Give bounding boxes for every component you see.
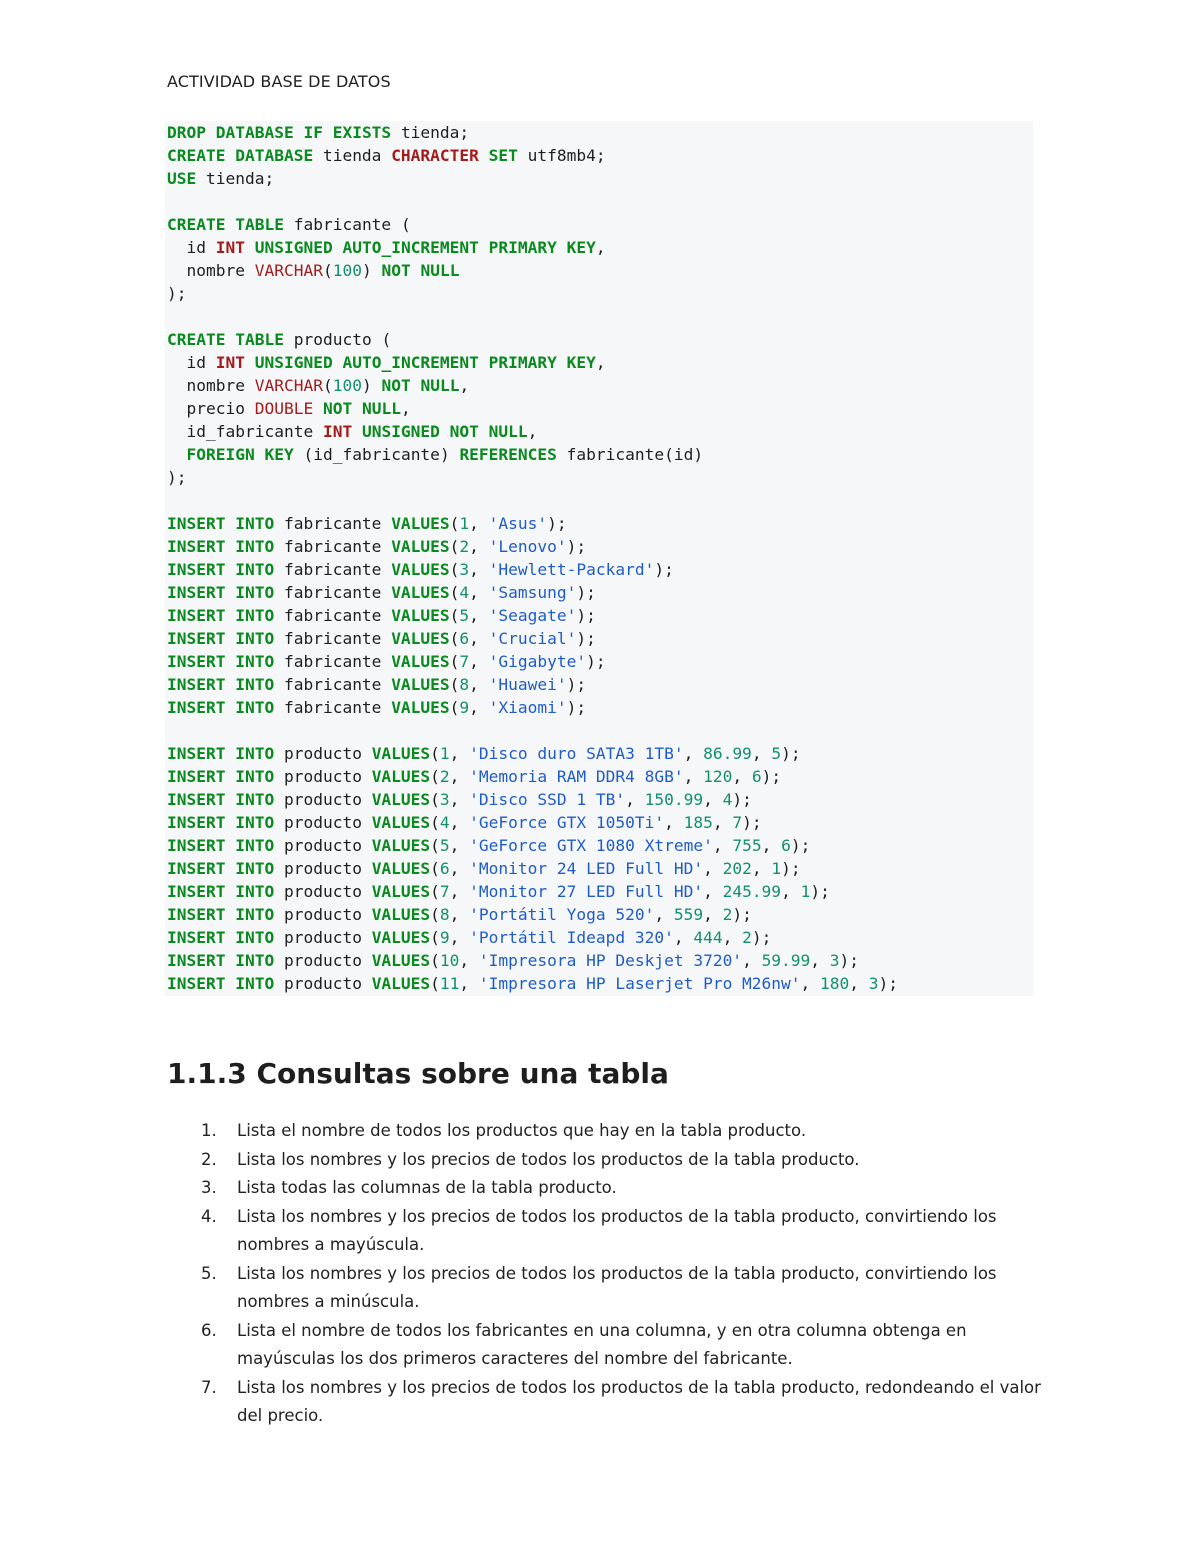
code-line: nombre VARCHAR(100) NOT NULL, — [186, 376, 470, 395]
code-line: INSERT INTO producto VALUES(10, 'Impresora HP Deskjet 3720', 59.99, 3); — [167, 951, 860, 970]
list-item — [167, 1174, 1047, 1203]
code-line: INSERT INTO producto VALUES(8, 'Portátil Yoga 520', 559, 2); — [167, 905, 752, 924]
list-item-number: 5. — [201, 1263, 217, 1283]
list-item-text: Lista todas las columnas de la tabla producto. — [237, 1178, 617, 1197]
code-line: ); — [167, 284, 187, 303]
list-item-number: 7. — [201, 1377, 217, 1397]
code-line: CREATE TABLE fabricante ( — [167, 215, 411, 234]
code-line: INSERT INTO producto VALUES(6, 'Monitor 24 LED Full HD', 202, 1); — [167, 859, 801, 878]
list-item-text: Lista el nombre de todos los fabricantes en una columna, y en otra columna obtenga en mayúsculas los dos primeros caracteres del nombre del fabricante. — [237, 1320, 967, 1368]
code-line: INSERT INTO producto VALUES(3, 'Disco SSD 1 TB', 150.99, 4); — [167, 790, 752, 809]
sql-code-block — [165, 121, 1033, 996]
list-item — [167, 1317, 1047, 1374]
code-line: FOREIGN KEY (id_fabricante) REFERENCES fabricante(id) — [186, 445, 704, 464]
list-item-number: 1. — [201, 1121, 217, 1140]
list-item — [167, 1146, 1047, 1175]
code-line: INSERT INTO fabricante VALUES(2, 'Lenovo'); — [167, 537, 587, 556]
list-item — [167, 1260, 1047, 1317]
exercise-list — [167, 1117, 1047, 1431]
list-item-number: 4. — [201, 1206, 217, 1226]
list-item-number: 3. — [201, 1178, 217, 1197]
list-item-text: Lista el nombre de todos los productos que hay en la tabla producto. — [237, 1121, 807, 1140]
list-item-text: Lista los nombres y los precios de todos los productos de la tabla producto, convirtiendo los nombres a mayúscula. — [237, 1206, 997, 1254]
code-line: precio DOUBLE NOT NULL, — [186, 399, 411, 418]
code-line: CREATE TABLE producto ( — [167, 330, 392, 349]
list-item-number: 2. — [201, 1149, 217, 1169]
code-line: INSERT INTO fabricante VALUES(3, 'Hewlett-Packard'); — [167, 560, 674, 579]
list-item — [167, 1117, 1047, 1146]
section-title: 1.1.3 Consultas sobre una tabla — [167, 1057, 669, 1090]
code-line: id_fabricante INT UNSIGNED NOT NULL, — [186, 422, 538, 441]
code-line: USE tienda; — [167, 169, 275, 188]
code-line: INSERT INTO producto VALUES(9, 'Portátil Ideapd 320', 444, 2); — [167, 928, 772, 947]
page-header: ACTIVIDAD BASE DE DATOS — [167, 72, 391, 91]
list-item-text: Lista los nombres y los precios de todos los productos de la tabla producto, convirtiendo los nombres a minúscula. — [237, 1263, 997, 1311]
code-line: INSERT INTO producto VALUES(2, 'Memoria RAM DDR4 8GB', 120, 6); — [167, 767, 782, 786]
list-item-text: Lista los nombres y los precios de todos los productos de la tabla producto, redondeando el valor del precio. — [237, 1377, 1041, 1425]
code-line: id INT UNSIGNED AUTO_INCREMENT PRIMARY KEY, — [186, 238, 606, 257]
list-item — [167, 1203, 1047, 1260]
code-line: INSERT INTO fabricante VALUES(1, 'Asus'); — [167, 514, 567, 533]
list-item-number: 6. — [201, 1320, 217, 1340]
code-line: INSERT INTO fabricante VALUES(6, 'Crucial'); — [167, 629, 596, 648]
code-line: INSERT INTO producto VALUES(5, 'GeForce GTX 1080 Xtreme', 755, 6); — [167, 836, 811, 855]
code-line: nombre VARCHAR(100) NOT NULL — [186, 261, 460, 280]
code-line: INSERT INTO producto VALUES(4, 'GeForce GTX 1050Ti', 185, 7); — [167, 813, 762, 832]
code-line: INSERT INTO fabricante VALUES(7, 'Gigabyte'); — [167, 652, 606, 671]
code-line: CREATE DATABASE tienda CHARACTER SET utf8mb4; — [167, 146, 606, 165]
code-line: ); — [167, 468, 187, 487]
list-item-text: Lista los nombres y los precios de todos los productos de la tabla producto. — [237, 1149, 860, 1169]
code-line: INSERT INTO fabricante VALUES(8, 'Huawei'); — [167, 675, 587, 694]
code-line: INSERT INTO fabricante VALUES(9, 'Xiaomi'); — [167, 698, 587, 717]
code-line: INSERT INTO producto VALUES(11, 'Impresora HP Laserjet Pro M26nw', 180, 3); — [167, 974, 899, 993]
code-line: DROP DATABASE IF EXISTS tienda; — [167, 123, 470, 142]
code-line: INSERT INTO fabricante VALUES(4, 'Samsung'); — [167, 583, 596, 602]
code-line: INSERT INTO fabricante VALUES(5, 'Seagate'); — [167, 606, 596, 625]
code-line: INSERT INTO producto VALUES(7, 'Monitor 27 LED Full HD', 245.99, 1); — [167, 882, 830, 901]
list-item — [167, 1374, 1047, 1431]
code-line: id INT UNSIGNED AUTO_INCREMENT PRIMARY KEY, — [186, 353, 606, 372]
code-line: INSERT INTO producto VALUES(1, 'Disco duro SATA3 1TB', 86.99, 5); — [167, 744, 801, 763]
